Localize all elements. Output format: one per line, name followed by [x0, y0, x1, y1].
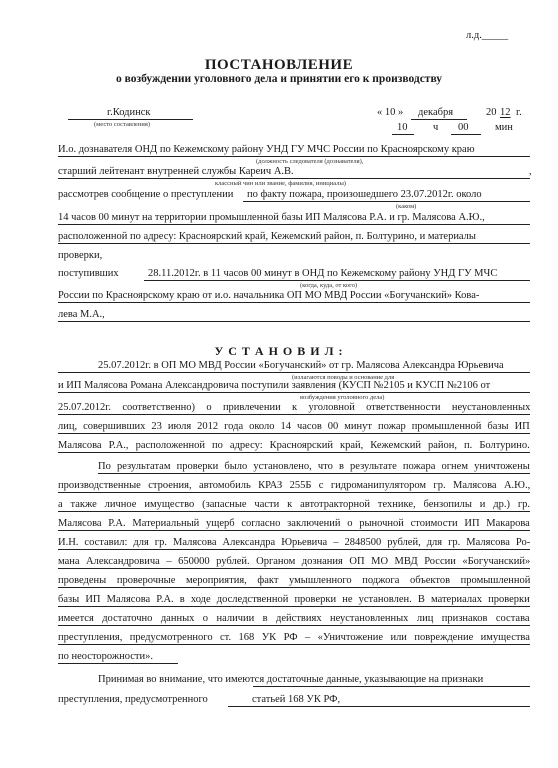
- body-line-underline: [58, 414, 530, 415]
- time-minutes: 00: [458, 122, 469, 133]
- received-underline: [144, 280, 530, 281]
- body-line-underline: [58, 549, 530, 550]
- officer-comma: ,: [529, 166, 532, 177]
- body-line-underline: [58, 492, 530, 493]
- event-address-line: расположенной по адресу: Красноярский край, Кежемский район, п. Болтурино, и материалы: [58, 231, 476, 242]
- body-line: Малясова Р.А., расположенной по адресу: Красноярский край, Кежемский район, п. Болтурино.: [58, 440, 530, 451]
- received-line-3-underline: [58, 321, 530, 322]
- officer-position-caption: (должность следователя (дознавателя),: [256, 158, 364, 165]
- established-heading: У С Т А Н О В И Л :: [214, 344, 344, 358]
- accept-line: Принимая во внимание, что имеются достаточные данные, указывающие на признаки: [98, 674, 484, 685]
- place-caption: (место составления): [94, 121, 151, 128]
- body-line: 25.07.2012г. соответственно) о привлечении к уголовной ответственности неустановленных: [58, 402, 531, 413]
- officer-position: И.о. дознавателя ОНД по Кежемскому району УНД ГУ МЧС России по Красноярскому краю: [58, 144, 475, 155]
- body-line-underline: [98, 473, 530, 474]
- reviewed-underline: [243, 201, 530, 202]
- body-line-underline: [58, 644, 530, 645]
- reviewed-label: рассмотрев сообщение о преступлении: [58, 189, 234, 200]
- body-line: лиц, совершивших 23 июля 2012 года около 14 часов 00 минут пожар промышленной базы ИП: [58, 421, 530, 432]
- received-line-2: России по Красноярскому краю от и.о. начальника ОП МО МВД России «Богучанский» Кова-: [58, 290, 480, 301]
- body-line: имеется достаточно данных о наличии в действиях неустановленных лиц признаков состава: [58, 613, 530, 624]
- body-line: производственные строения, автомобиль КРАЗ 255Б с гидроманипулятором гр. Малясова А.Ю.,: [58, 480, 531, 491]
- body-line: преступления, предусмотренного ст. 168 УК РФ – «Уничтожение или повреждение имущества: [58, 632, 530, 643]
- hours-underline: [392, 134, 414, 135]
- place-of-drafting: г.Кодинск: [107, 107, 151, 118]
- body-line-underline: [58, 587, 530, 588]
- established-line-1-underline: [58, 372, 530, 373]
- time-minutes-label: мин: [495, 122, 513, 133]
- established-line-1: 25.07.2012г. в ОП МО МВД России «Богучанский» от гр. Малясова Александра Юрьевича: [98, 360, 504, 371]
- date-year-label: г.: [516, 107, 522, 118]
- reviewed-value: по факту пожара, произошедшего 23.07.2012г. около: [247, 189, 482, 200]
- officer-position-underline: [58, 156, 530, 157]
- event-time-line: 14 часов 00 минут на территории промышленной базы ИП Малясова Р.А. и гр. Малясова А.Ю.,: [58, 212, 485, 223]
- body-line: по неосторожности».: [58, 651, 154, 662]
- crime-underline: [228, 706, 530, 707]
- body-line: базы ИП Малясова Р.А. в ходе доследственной проверки не установлен. В материалах проверки: [58, 594, 530, 605]
- officer-rank-name: старший лейтенант внутренней службы Кареич А.В.: [58, 166, 294, 177]
- date-month-underline: [411, 119, 467, 120]
- established-line-2: и ИП Малясова Романа Александровича поступили заявления (КУСП №2105 и КУСП №2106 от: [58, 380, 491, 391]
- event-address-underline: [58, 243, 530, 244]
- received-line-2-underline: [58, 302, 530, 303]
- materials-line: проверки,: [58, 250, 103, 261]
- date-year-suffix: 12: [500, 107, 511, 118]
- crime-label: преступления, предусмотренного: [58, 694, 208, 705]
- date-year-prefix: 20: [486, 107, 497, 118]
- accept-underline: [253, 686, 530, 687]
- body-line: По результатам проверки было установлено, что в результате пожара огнем уничтожены: [98, 461, 530, 472]
- established-line-2-underline: [58, 392, 530, 393]
- officer-rank-caption: классный чин или звание, фамилия, инициалы): [215, 180, 346, 187]
- officer-rank-underline: [58, 178, 530, 179]
- body-line-underline: [58, 452, 530, 453]
- date-month: декабря: [418, 107, 454, 118]
- event-time-underline: [58, 224, 530, 225]
- body-line: проведены проверочные мероприятия, факт умышленного поджога объектов промышленной: [58, 575, 531, 586]
- body-line: а также личное имущество (запасные части к автотракторной технике, бензопилы и др.) гр.: [58, 499, 531, 510]
- place-underline: [68, 119, 193, 120]
- time-hours-label: ч: [433, 122, 439, 133]
- established-caption-2: возбуждения уголовного дела): [300, 394, 385, 401]
- body-line-underline: [58, 625, 530, 626]
- body-line: Малясова Р.А. Материальный ущерб согласно заключений о рыночной стоимости ИП Макарова: [58, 518, 530, 529]
- body-line-underline: [58, 568, 530, 569]
- document-subtitle: о возбуждении уголовного дела и принятии его к производству: [115, 73, 443, 85]
- reviewed-caption: (каком): [396, 203, 417, 210]
- received-label: поступивших: [58, 268, 119, 279]
- body-line: мана Александровича – 650000 рублей. Органом дознания ОП МО МВД России «Богучанский»: [58, 556, 531, 567]
- minutes-underline: [451, 134, 481, 135]
- body-line-underline: [58, 530, 530, 531]
- body-line: И.Н. составил: для гр. Малясова Александра Юрьевича – 2848500 рублей, для гр. Малясова Ро-: [58, 537, 531, 548]
- body-line-underline: [58, 511, 530, 512]
- established-caption-1: (излагаются поводы и основание для: [292, 374, 395, 381]
- date-day: « 10 »: [377, 107, 404, 118]
- received-line-3: лева М.А.,: [58, 309, 105, 320]
- document-title: ПОСТАНОВЛЕНИЕ: [204, 57, 354, 73]
- received-caption: (когда, куда, от кого): [300, 282, 358, 289]
- body-line-underline: [58, 663, 178, 664]
- body-line-underline: [58, 606, 530, 607]
- crime-article: статьей 168 УК РФ,: [252, 694, 341, 705]
- case-sheet-number: л.д._____: [466, 30, 509, 41]
- received-value: 28.11.2012г. в 11 часов 00 минут в ОНД по Кежемскому району УНД ГУ МЧС: [148, 268, 498, 279]
- time-hours: 10: [397, 122, 408, 133]
- body-line-underline: [58, 433, 530, 434]
